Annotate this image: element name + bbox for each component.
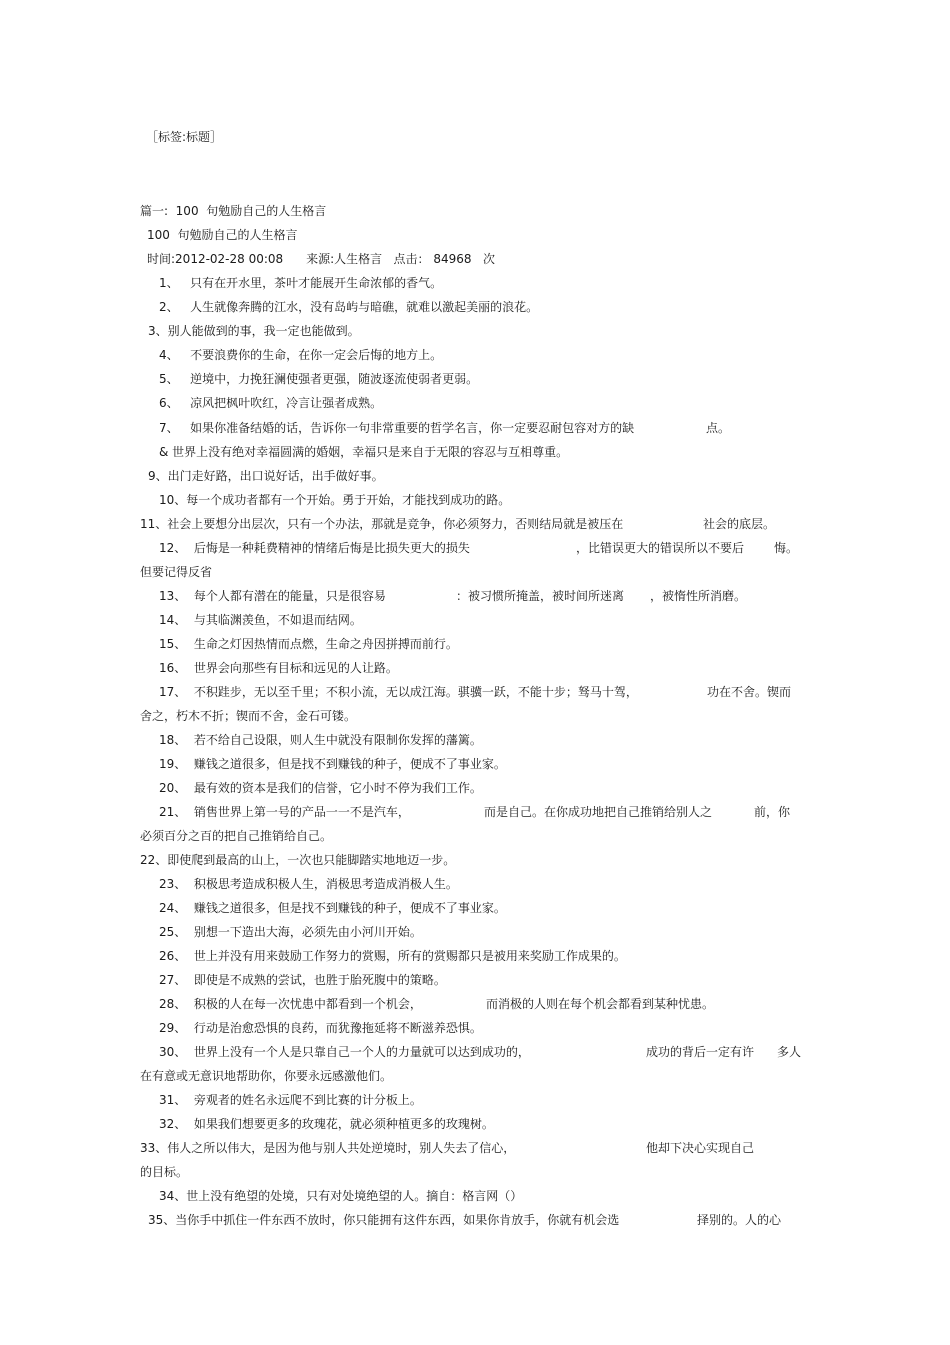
quote-line-12-mid: ，比错误更大的错误所以不要后 [576, 541, 745, 555]
quote-line-13-mid: ：被习惯所掩盖，被时间所迷离 [456, 589, 625, 603]
quote-line-25: 25、 别想一下造出大海，必须先由小河川开始。 [159, 925, 422, 939]
chapter-heading: 篇一: 100 句勉励自己的人生格言 [140, 204, 327, 218]
quote-line-11: 11、社会上要想分出层次，只有一个办法，那就是竞争，你必须努力，否则结局就是被压在 [140, 517, 624, 531]
quote-line-17-end: 功在不舍。锲而 [707, 685, 792, 699]
quote-line-31: 31、 旁观者的姓名永远爬不到比赛的计分板上。 [159, 1093, 422, 1107]
quote-line-28-end: 而消极的人则在每个机会都看到某种忧患。 [486, 997, 715, 1011]
quote-line-21: 21、 销售世界上第一号的产品一一不是汽车， [159, 805, 410, 819]
quote-line-3: 3、别人能做到的事，我一定也能做到。 [148, 324, 360, 338]
quote-line-14: 14、 与其临渊羡鱼，不如退而结网。 [159, 613, 362, 627]
quote-line-33-end: 他却下决心实现自己 [646, 1141, 755, 1155]
quote-line-7-end: 点。 [706, 421, 731, 435]
quote-line-9: 9、出门走好路，出口说好话，出手做好事。 [148, 469, 384, 483]
quote-line-6: 6、 凉风把枫叶吹红，冷言让强者成熟。 [159, 396, 383, 410]
quote-line-15: 15、 生命之灯因热情而点燃，生命之舟因拼搏而前行。 [159, 637, 458, 651]
quote-line-21-end: 前，你 [754, 805, 791, 819]
quote-line-22: 22、即使爬到最高的山上，一次也只能脚踏实地地迈一步。 [140, 853, 456, 867]
quote-line-17: 17、 不积跬步，无以至千里；不积小流，无以成江海。骐骥一跃，不能十步；驽马十驾， [159, 685, 638, 699]
quote-line-28: 28、 积极的人在每一次忧患中都看到一个机会， [159, 997, 422, 1011]
quote-line-27: 27、 即使是不成熟的尝试，也胜于胎死腹中的策略。 [159, 973, 446, 987]
article-meta: 时间:2012-02-28 00:08 来源:人生格言 点击： 84968 次 [147, 252, 495, 266]
quote-line-12-cont: 但要记得反省 [140, 565, 213, 579]
quote-line-11-end: 社会的底层。 [703, 517, 776, 531]
quote-line-29: 29、 行动是治愈恐惧的良药，而犹豫拖延将不断滋养恐惧。 [159, 1021, 482, 1035]
quote-line-21-mid: 而是自己。在你成功地把自己推销给别人之 [484, 805, 713, 819]
quote-line-16: 16、 世界会向那些有目标和远见的人让路。 [159, 661, 398, 675]
quote-line-7: 7、 如果你准备结婚的话，告诉你一句非常重要的哲学名言，你一定要忍耐包容对方的缺 [159, 421, 635, 435]
quote-line-19: 19、 赚钱之道很多，但是找不到赚钱的种子，便成不了事业家。 [159, 757, 506, 771]
quote-line-24: 24、 赚钱之道很多，但是找不到赚钱的种子，便成不了事业家。 [159, 901, 506, 915]
quote-line-32: 32、 如果我们想要更多的玫瑰花，就必须种植更多的玫瑰树。 [159, 1117, 494, 1131]
quote-line-23: 23、 积极思考造成积极人生，消极思考造成消极人生。 [159, 877, 458, 891]
quote-line-30-end: 多人 [777, 1045, 802, 1059]
article-title: 100 句勉励自己的人生格言 [147, 228, 298, 242]
quote-line-1: 1、 只有在开水里，茶叶才能展开生命浓郁的香气。 [159, 276, 443, 290]
quote-line-4: 4、 不要浪费你的生命，在你一定会后悔的地方上。 [159, 348, 443, 362]
quote-line-12: 12、 后悔是一种耗费精神的情绪后悔是比损失更大的损失 [159, 541, 470, 555]
quote-line-8: & 世界上没有绝对幸福圆满的婚姻，幸福只是来自于无限的容忍与互相尊重。 [159, 445, 569, 459]
quote-line-5: 5、 逆境中，力挽狂澜使强者更强，随波逐流使弱者更弱。 [159, 372, 479, 386]
quote-line-30: 30、 世界上没有一个人是只靠自己一个人的力量就可以达到成功的， [159, 1045, 530, 1059]
quote-line-26: 26、 世上并没有用来鼓励工作努力的赏赐，所有的赏赐都只是被用来奖励工作成果的。 [159, 949, 626, 963]
quote-line-33-cont: 的目标。 [140, 1165, 189, 1179]
quote-line-10: 10、每一个成功者都有一个开始。勇于开始，才能找到成功的路。 [159, 493, 511, 507]
quote-line-20: 20、 最有效的资本是我们的信誉，它小时不停为我们工作。 [159, 781, 482, 795]
quote-line-17-cont: 舍之，朽木不折；锲而不舍，金石可镂。 [140, 709, 357, 723]
quote-line-33: 33、伟人之所以伟大，是因为他与别人共处逆境时，别人失去了信心， [140, 1141, 516, 1155]
quote-line-35-end: 择别的。人的心 [697, 1213, 782, 1227]
document-tag: ［标签:标题］ [146, 130, 223, 144]
quote-line-2: 2、 人生就像奔腾的江水，没有岛屿与暗礁，就难以激起美丽的浪花。 [159, 300, 539, 314]
quote-line-12-end: 悔。 [774, 541, 799, 555]
quote-line-30-mid: 成功的背后一定有许 [646, 1045, 755, 1059]
quote-line-21-cont: 必须百分之百的把自己推销给自己。 [140, 829, 333, 843]
quote-line-18: 18、 若不给自己设限，则人生中就没有限制你发挥的藩篱。 [159, 733, 482, 747]
quote-line-13-end: ，被惰性所消磨。 [650, 589, 747, 603]
quote-line-13: 13、 每个人都有潜在的能量，只是很容易 [159, 589, 386, 603]
quote-line-34: 34、世上没有绝望的处境，只有对处境绝望的人。摘自：格言网（） [159, 1189, 523, 1203]
quote-line-30-cont: 在有意或无意识地帮助你，你要永远感激他们。 [140, 1069, 393, 1083]
quote-line-35: 35、当你手中抓住一件东西不放时，你只能拥有这件东西，如果你肯放手，你就有机会选 [148, 1213, 620, 1227]
